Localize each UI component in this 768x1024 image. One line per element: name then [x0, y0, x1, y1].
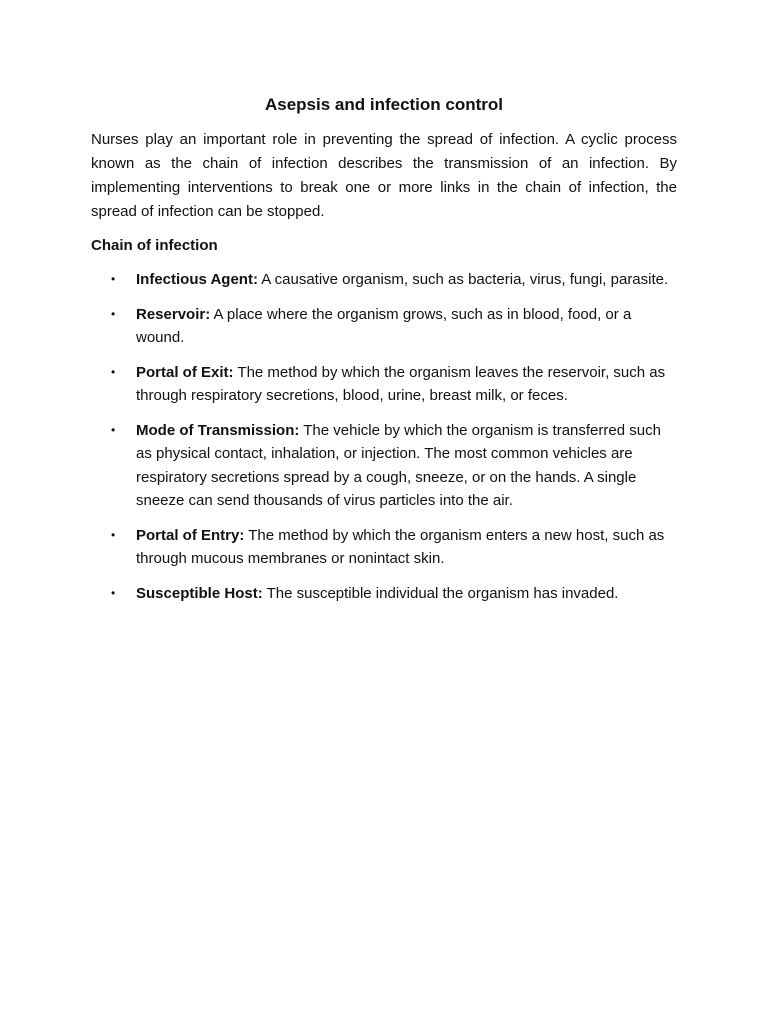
term-label: Portal of Exit: — [136, 363, 234, 381]
bullet-icon: • — [111, 422, 116, 437]
list-item — [91, 582, 677, 606]
document-page — [91, 93, 677, 616]
term-label: Mode of Transmission: — [136, 421, 300, 439]
bullet-icon: • — [111, 306, 116, 321]
list-item — [91, 303, 677, 350]
term-label: Infectious Agent: — [136, 271, 258, 288]
term-description: The method by which the organism enters a new host, such as through mucous membranes or nonintact skin. — [136, 526, 665, 567]
list-item — [91, 524, 677, 571]
term-description: The susceptible individual the organism has invaded. — [262, 584, 619, 602]
list-item — [91, 419, 677, 513]
bullet-icon: • — [111, 527, 116, 542]
list-item — [91, 268, 677, 292]
term-label: Susceptible Host: — [136, 584, 263, 602]
term-description: The method by which the organism leaves the reservoir, such as through respiratory secretions, blood, urine, breast milk, or feces. — [136, 363, 666, 404]
term-description: The vehicle by which the organism is transferred such as physical contact, inhalation, or injection. The most common vehicles are respiratory secretions spread by a cough, sneeze, or on the hands. A single sneeze can send thousands of virus particles into the air. — [136, 421, 661, 509]
section-heading: Chain of infection — [91, 237, 218, 254]
term-label: Portal of Entry: — [136, 526, 245, 544]
intro-paragraph: Nurses play an important role in preventing the spread of infection. A cyclic process known as the chain of infection describes the transmission of an infection. By implementing interventions to break one or more links in the chain of infection, the spread of infection can be stopped. — [91, 131, 677, 220]
bullet-icon: • — [111, 585, 116, 600]
chain-of-infection-list — [91, 268, 677, 605]
document-title: Asepsis and infection control — [264, 95, 504, 114]
term-label: Reservoir: — [136, 305, 211, 323]
bullet-icon: • — [111, 272, 116, 286]
list-item — [91, 361, 677, 408]
term-description: A causative organism, such as bacteria, virus, fungi, parasite. — [257, 271, 669, 288]
bullet-icon: • — [111, 364, 116, 379]
term-description: A place where the organism grows, such as in blood, food, or a wound. — [136, 305, 632, 346]
